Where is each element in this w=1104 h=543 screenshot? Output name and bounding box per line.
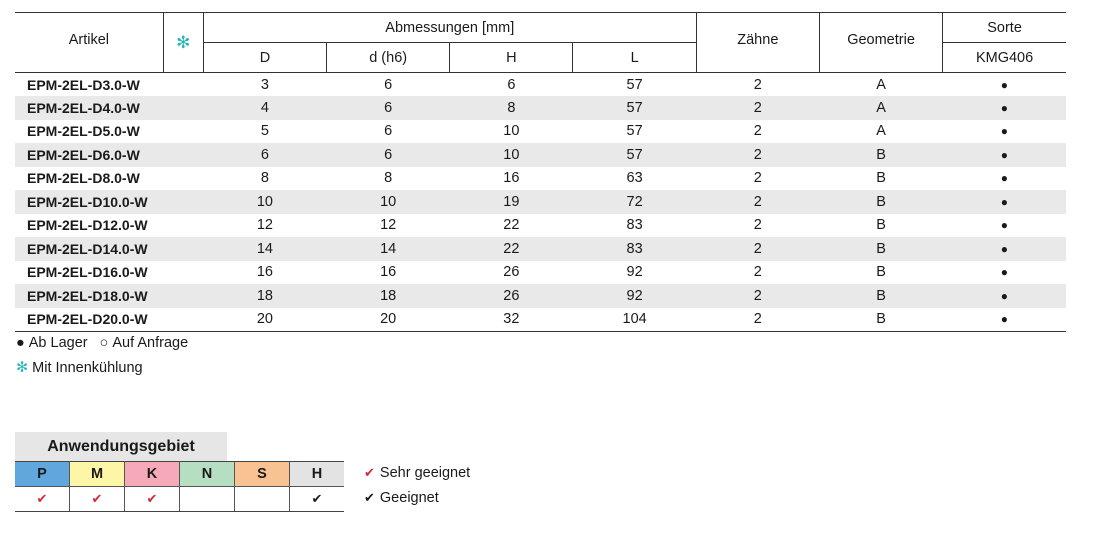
row-cooling [163, 308, 203, 332]
table-row [15, 73, 1066, 97]
row-d: 6 [384, 123, 393, 140]
cooling-legend [16, 360, 143, 376]
row-zaehne: 2 [753, 170, 762, 187]
table-row [15, 120, 1066, 144]
row-geometrie: B [876, 264, 886, 281]
red-check-icon: ✔ [36, 491, 48, 506]
hollow-dot-icon: ○ [99, 335, 109, 351]
row-zaehne: 2 [753, 311, 762, 327]
row-artikel: EPM-2EL-D4.0-W [27, 99, 140, 116]
row-artikel: EPM-2EL-D18.0-W [27, 287, 148, 304]
header-grade: KMG406 [943, 43, 1066, 73]
row-cooling [163, 214, 203, 238]
black-check-icon: ✔ [311, 491, 323, 506]
row-geometrie: A [876, 99, 886, 116]
row-stock: ● [1000, 124, 1008, 139]
material-h: H [290, 462, 345, 487]
row-stock: ● [1000, 265, 1008, 280]
row-stock: ● [1000, 100, 1008, 115]
row-L: 104 [622, 311, 647, 327]
header-zaehne: Zähne [696, 13, 819, 73]
row-stock: ● [1000, 312, 1008, 326]
header-artikel: Artikel [68, 32, 110, 48]
filled-dot-icon: ● [16, 335, 25, 351]
material-s: S [235, 462, 290, 487]
row-artikel: EPM-2EL-D20.0-W [27, 311, 148, 327]
row-stock: ● [1000, 77, 1008, 92]
application-title: Anwendungsgebiet [15, 432, 227, 461]
row-L: 57 [626, 76, 643, 93]
application-area [15, 432, 344, 512]
row-d: 14 [380, 240, 397, 257]
material-mark-p [15, 487, 70, 512]
cooling-legend-icon: ✻ [16, 360, 29, 376]
row-artikel: EPM-2EL-D16.0-W [27, 264, 148, 281]
row-zaehne: 2 [753, 287, 762, 304]
row-cooling [163, 284, 203, 308]
table-row [15, 284, 1066, 308]
row-geometrie: B [876, 193, 886, 210]
row-H: 32 [503, 311, 520, 327]
row-zaehne: 2 [753, 99, 762, 116]
row-zaehne: 2 [753, 264, 762, 281]
row-H: 22 [503, 240, 520, 257]
row-D: 3 [260, 76, 269, 93]
row-stock: ● [1000, 218, 1008, 233]
row-L: 92 [626, 264, 643, 281]
row-D: 4 [260, 99, 269, 116]
row-H: 26 [503, 264, 520, 281]
row-zaehne: 2 [753, 240, 762, 257]
table-row [15, 261, 1066, 285]
black-check-icon: ✔ [364, 490, 375, 505]
row-stock: ● [1000, 288, 1008, 303]
row-H: 19 [503, 193, 520, 210]
header-geometrie: Geometrie [819, 13, 942, 73]
row-geometrie: B [876, 146, 886, 163]
row-cooling [163, 190, 203, 214]
row-zaehne: 2 [753, 76, 762, 93]
row-stock: ● [1000, 147, 1008, 162]
product-table [15, 12, 1066, 332]
app-legend-geeignet [364, 490, 439, 506]
row-D: 5 [260, 123, 269, 140]
red-check-icon: ✔ [364, 465, 375, 480]
row-d: 20 [380, 311, 397, 327]
row-zaehne: 2 [753, 217, 762, 234]
row-geometrie: A [876, 123, 886, 140]
row-L: 83 [626, 217, 643, 234]
row-cooling [163, 120, 203, 144]
row-H: 22 [503, 217, 520, 234]
table-row [15, 308, 1066, 332]
row-artikel: EPM-2EL-D5.0-W [27, 123, 140, 140]
row-cooling [163, 143, 203, 167]
row-geometrie: B [876, 311, 886, 327]
row-cooling [163, 237, 203, 261]
row-geometrie: B [876, 170, 886, 187]
material-m: M [70, 462, 125, 487]
row-geometrie: B [876, 287, 886, 304]
header-sorte: Sorte [943, 13, 1066, 43]
legend-sehr-geeignet: Sehr geeignet [379, 465, 471, 481]
red-check-icon: ✔ [91, 491, 103, 506]
header-dimensions-group: Abmessungen [mm] [203, 13, 696, 43]
row-artikel: EPM-2EL-D12.0-W [27, 217, 148, 234]
row-d: 10 [380, 193, 397, 210]
row-H: 16 [503, 170, 520, 187]
row-H: 6 [507, 76, 516, 93]
row-L: 57 [626, 146, 643, 163]
legend-cooling: Mit Innenkühlung [32, 360, 143, 376]
row-H: 10 [503, 123, 520, 140]
legend-geeignet: Geeignet [379, 490, 439, 506]
row-H: 10 [503, 146, 520, 163]
row-d: 6 [384, 99, 393, 116]
row-artikel: EPM-2EL-D14.0-W [27, 240, 148, 257]
material-mark-m [70, 487, 125, 512]
row-d: 12 [380, 217, 397, 234]
header-dim-L: L [573, 43, 696, 73]
row-D: 14 [256, 240, 273, 257]
row-cooling [163, 96, 203, 120]
app-legend-sehr [364, 465, 470, 481]
row-H: 8 [507, 99, 516, 116]
row-L: 72 [626, 193, 643, 210]
table-row [15, 190, 1066, 214]
row-d: 16 [380, 264, 397, 281]
row-d: 8 [384, 170, 393, 187]
header-dim-D: D [203, 43, 326, 73]
material-p: P [15, 462, 70, 487]
row-H: 26 [503, 287, 520, 304]
row-zaehne: 2 [753, 123, 762, 140]
row-L: 83 [626, 240, 643, 257]
row-artikel: EPM-2EL-D10.0-W [27, 193, 148, 210]
row-zaehne: 2 [753, 146, 762, 163]
row-L: 92 [626, 287, 643, 304]
table-row [15, 96, 1066, 120]
row-D: 6 [260, 146, 269, 163]
row-D: 16 [256, 264, 273, 281]
row-D: 18 [256, 287, 273, 304]
table-row [15, 237, 1066, 261]
header-cooling [163, 13, 203, 73]
row-d: 18 [380, 287, 397, 304]
header-dim-d: d (h6) [327, 43, 450, 73]
row-D: 20 [256, 311, 273, 327]
table-row [15, 143, 1066, 167]
row-geometrie: A [876, 76, 886, 93]
row-D: 12 [256, 217, 273, 234]
row-zaehne: 2 [753, 193, 762, 210]
material-mark-k [125, 487, 180, 512]
row-cooling [163, 73, 203, 97]
row-cooling [163, 167, 203, 191]
material-n: N [180, 462, 235, 487]
row-artikel: EPM-2EL-D6.0-W [27, 146, 140, 163]
row-stock: ● [1000, 194, 1008, 209]
row-d: 6 [384, 76, 393, 93]
material-k: K [125, 462, 180, 487]
row-stock: ● [1000, 171, 1008, 186]
row-D: 8 [260, 170, 269, 187]
stock-legend [16, 335, 188, 351]
table-row [15, 167, 1066, 191]
material-mark-n [180, 487, 235, 512]
row-D: 10 [256, 193, 273, 210]
row-stock: ● [1000, 241, 1008, 256]
material-mark-h [290, 487, 345, 512]
row-L: 57 [626, 123, 643, 140]
row-L: 63 [626, 170, 643, 187]
row-geometrie: B [876, 240, 886, 257]
material-mark-s [235, 487, 290, 512]
row-geometrie: B [876, 217, 886, 234]
row-artikel: EPM-2EL-D3.0-W [27, 76, 140, 93]
row-cooling [163, 261, 203, 285]
row-d: 6 [384, 146, 393, 163]
application-grid [15, 461, 344, 512]
table-row [15, 214, 1066, 238]
red-check-icon: ✔ [146, 491, 158, 506]
legend-ab-lager: Ab Lager [28, 335, 88, 351]
legend-auf-anfrage: Auf Anfrage [112, 335, 189, 351]
row-L: 57 [626, 99, 643, 116]
row-artikel: EPM-2EL-D8.0-W [27, 170, 140, 187]
cooling-icon: ✻ [176, 32, 191, 52]
header-dim-H: H [450, 43, 573, 73]
